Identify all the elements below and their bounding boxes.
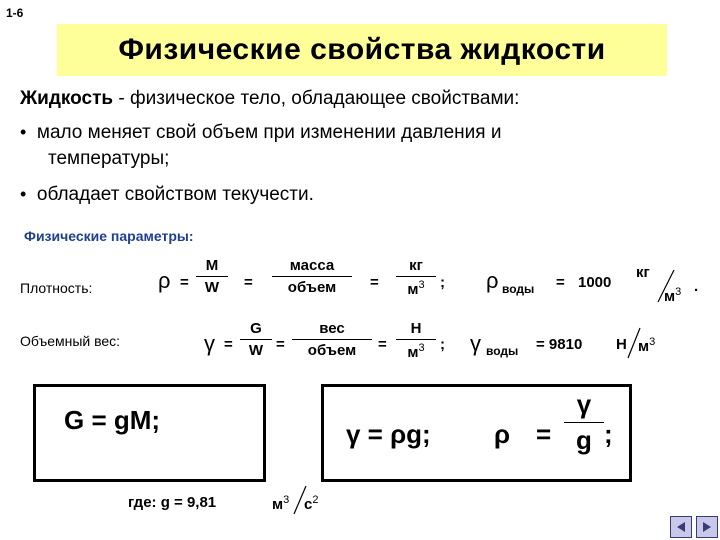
- formula-gamma-rho-g: γ = ρg;: [346, 419, 431, 449]
- rho-water-value: 1000: [578, 274, 612, 291]
- density-den-w: W: [204, 279, 220, 296]
- bullet-2: [20, 184, 314, 206]
- next-slide-button[interactable]: [696, 516, 718, 538]
- sw-den-volume: объем: [307, 342, 357, 359]
- sw-num-weight: вес: [319, 320, 345, 337]
- density-eq-3: =: [370, 274, 379, 291]
- fraction-bar: [396, 339, 436, 340]
- sw-unit-m: м: [407, 344, 419, 361]
- fraction-bar: [196, 276, 228, 277]
- sw-semicolon: ;: [440, 336, 445, 353]
- g-note-unit-m: $м^3$: [272, 494, 290, 513]
- intro-term: Жидкость: [20, 88, 114, 109]
- sw-unit: [396, 320, 436, 361]
- gamma-water-unit-n: Н: [616, 336, 627, 353]
- bullet-1-continued: температуры;: [48, 148, 170, 169]
- rho-water-unit-m: $м^3$: [664, 286, 682, 305]
- gamma-water-value: = 9810: [536, 336, 583, 353]
- sw-eq-3: =: [378, 336, 387, 353]
- prev-slide-button[interactable]: [670, 516, 692, 538]
- sw-den-w: W: [248, 342, 264, 359]
- rho-water-sub: воды: [502, 282, 535, 296]
- formula-rho-symbol: ρ: [494, 419, 511, 449]
- fraction-bar: [272, 276, 352, 277]
- page-title: Физические свойства жидкости: [118, 33, 606, 66]
- density-num-mass: масса: [289, 257, 335, 274]
- density-fraction-mw: [196, 257, 228, 296]
- g-note-unit-den-pow: 2: [312, 494, 319, 506]
- density-den-volume: объем: [287, 279, 337, 296]
- rho-symbol: ρ: [158, 268, 171, 293]
- formula-num-gamma: γ: [576, 389, 592, 419]
- fraction-bar: [292, 339, 372, 340]
- rho-water-unit-pow: 3: [675, 286, 682, 298]
- fraction-bar: [396, 276, 436, 277]
- rho-water-unit-kg: кг: [636, 264, 650, 281]
- fraction-bar: [240, 339, 272, 340]
- sw-eq-1: =: [224, 336, 233, 353]
- fraction-bar: [564, 422, 604, 423]
- sw-unit-n: Н: [410, 320, 422, 337]
- density-fraction-words: [272, 257, 352, 296]
- params-heading: Физические параметры:: [24, 228, 194, 244]
- sw-unit-pow: 3: [418, 342, 425, 354]
- triangle-right-icon: [701, 521, 713, 533]
- bullet-2-text: обладает свойством текучести.: [36, 184, 314, 205]
- bullet-1: [20, 122, 501, 144]
- density-num-m: M: [205, 257, 219, 274]
- g-note-prefix: где: g = 9,81: [128, 494, 217, 511]
- formula-fraction-gamma-g: [564, 389, 604, 456]
- gamma-symbol: γ: [204, 331, 215, 356]
- sw-num-g: G: [250, 320, 262, 337]
- formula-semicolon: ;: [604, 419, 613, 449]
- density-unit-kg: кг: [409, 257, 423, 274]
- density-label: Плотность:: [20, 280, 93, 296]
- g-note-unit-s: $с^2$: [304, 494, 319, 513]
- intro-definition: - физическое тело, обладающее свойствами:: [113, 88, 520, 109]
- formula-box-right: [321, 384, 632, 482]
- formula-eq: =: [536, 419, 552, 449]
- intro-line: [20, 88, 519, 110]
- bullet-1-text: мало меняет свой объем при изменении давления и: [36, 122, 502, 143]
- g-note-unit-pow: 3: [283, 494, 290, 506]
- bullet-dot-icon: •: [20, 184, 27, 204]
- rho-water-eq: =: [556, 274, 565, 291]
- gamma-water-symbol: γ: [470, 331, 481, 356]
- density-eq-1: =: [180, 274, 189, 291]
- density-unit-pow: 3: [418, 279, 425, 291]
- sw-fraction-words: [292, 320, 372, 359]
- sw-eq-2: =: [276, 336, 285, 353]
- rho-water-period: .: [694, 278, 699, 295]
- gamma-water-unit-m: $м^3$: [638, 336, 656, 355]
- bullet-dot-icon: •: [20, 122, 27, 142]
- density-semicolon: ;: [440, 274, 445, 291]
- formula-g-gm: G = gM;: [64, 405, 161, 435]
- density-unit-m: м: [407, 281, 419, 298]
- triangle-left-icon: [675, 521, 687, 533]
- formula-den-g: g: [576, 425, 592, 455]
- gamma-water-sub: воды: [486, 344, 519, 358]
- specific-weight-label: Объемный вес:: [20, 333, 121, 349]
- density-unit: [396, 257, 436, 298]
- rho-water-symbol: ρ: [486, 268, 499, 293]
- slide-number: 1-6: [6, 6, 24, 20]
- gamma-water-unit-pow: 3: [649, 336, 656, 348]
- formula-box-left: [33, 384, 266, 482]
- density-eq-2: =: [244, 274, 253, 291]
- sw-fraction-gw: [240, 320, 272, 359]
